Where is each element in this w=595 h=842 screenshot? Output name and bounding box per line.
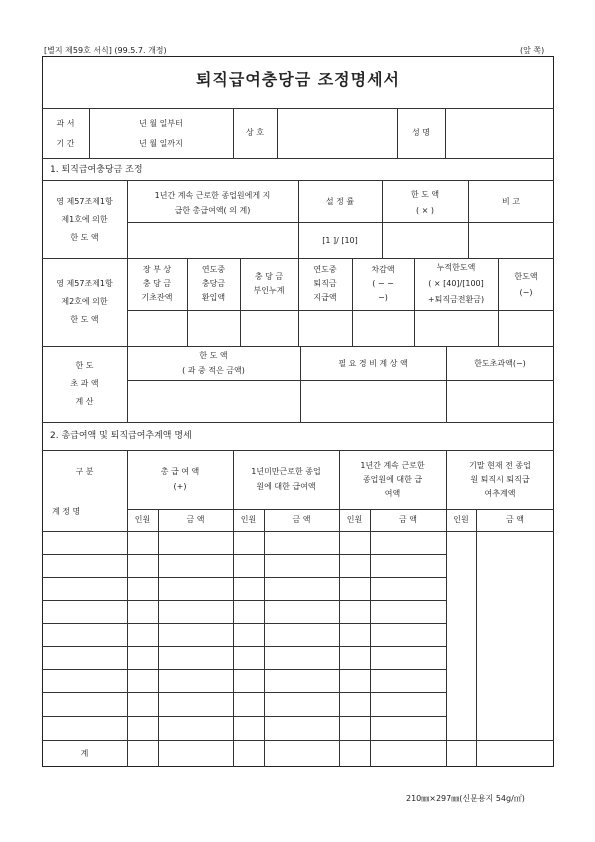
r2-c3-2: 부인누계 [253,286,285,295]
form-number: [별지 제59호 서식] (99.5.7. 개정) [44,46,167,55]
s2-g3-1: 1년간 계속 근로한 [360,461,425,470]
r1-label-3: 한 도 액 [70,233,99,242]
r2-c3-1: 충 당 금 [254,272,284,281]
r3-label-3: 계 산 [75,397,94,406]
r3-c3: 한도초과액(−) [474,359,526,368]
period-from: 년 월 일부터 [139,119,183,128]
section2-title: 2. 총급여액 및 퇴직급여추계액 명세 [50,431,192,441]
s2-g1-2: (+) [173,482,187,491]
s2-persons-1: 인원 [134,515,151,524]
r1-col-a-2: 급한 총급여액( 의 계) [174,206,251,215]
paper-spec: 210㎜×297㎜(신문용지 54g/㎡) [406,794,525,803]
r1-col-c-2: ( × ) [415,206,435,215]
name-label: 성 명 [412,128,430,137]
s2-persons-2: 인원 [240,515,257,524]
s2-g3-2: 종업원에 대한 급 [362,475,423,484]
s2-persons-3: 인원 [346,515,363,524]
r2-c5-1: 차감액 [371,265,395,274]
r3-c1-1: 한 도 액 [199,351,228,360]
company-label: 상 호 [246,128,264,137]
r2-c6-2: ( × [40]/[100] [428,279,484,288]
r3-c2: 필 요 경 비 계 상 액 [338,359,408,368]
s2-amount-1: 금 액 [186,515,205,524]
s2-g4-3: 여추계액 [484,489,516,498]
page-side: (앞 쪽) [520,46,545,55]
r2-c4-3: 지급액 [313,293,337,302]
r1-col-a-1: 1년간 계속 근로한 종업원에게 지 [154,191,271,200]
s2-gubun: 구 분 [75,467,94,476]
r2-c2-1: 연도중 [201,265,226,274]
period-label-2: 기 간 [56,139,75,148]
r3-c1-2: ( 과 중 적은 금액) [182,366,245,375]
s2-amount-3: 금 액 [399,515,417,524]
r2-c1-3: 기초잔액 [141,293,173,302]
form-frame [42,56,554,767]
period-label-1: 과 서 [56,119,75,128]
s2-g2-2: 원에 대한 급여액 [256,482,316,491]
s2-g2-1: 1년미만근로한 종업 [251,467,321,476]
s2-persons-4: 인원 [453,515,469,524]
r2-label-3: 한 도 액 [70,315,99,324]
r3-label-2: 초 과 액 [70,379,99,388]
r3-label-1: 한 도 [75,361,94,370]
r2-c5-3: −) [378,293,388,302]
r2-c1-2: 충 당 금 [142,279,172,288]
r1-col-b: 설 정 률 [325,197,355,206]
r2-c7-1: 한도액 [514,272,538,281]
r1-col-d: 비 고 [502,197,520,206]
r2-c6-3: +퇴직금전환금) [427,295,485,304]
r2-label-1: 영 제57조제1항 [56,279,113,288]
r2-c1-1: 장 부 상 [142,265,172,274]
r1-label-2: 제1호에 의한 [61,215,108,224]
section1-title: 1. 퇴직급여충당금 조정 [50,165,143,175]
r2-c6-1: 누적한도액 [436,263,476,272]
page-title: 퇴직급여충당금 조정명세서 [195,70,401,89]
total-label: 계 [80,749,89,758]
r1-label-1: 영 제57조제1항 [56,197,113,206]
s2-amount-2: 금 액 [292,515,311,524]
s2-g1-1: 총 급 여 액 [160,467,200,476]
s2-g4-1: 기말 현재 전 종업 [469,461,531,470]
r2-label-2: 제2호에 의한 [61,297,108,306]
r1-col-c-1: 한 도 액 [410,190,440,199]
r2-c5-2: ( − − [372,279,394,288]
r2-c4-2: 퇴직금 [313,279,337,288]
s2-g3-3: 여액 [384,489,401,498]
r2-c7-2: (−) [519,288,533,297]
r2-c2-2: 충당금 [201,279,226,288]
r1-rate-value: [1 ]/ [10] [322,236,358,245]
s2-amount-4: 금 액 [506,515,524,524]
s2-account: 계 정 명 [52,507,81,516]
r2-c4-1: 연도중 [313,265,337,274]
r2-c2-3: 환입액 [201,293,226,302]
period-to: 년 월 일까지 [139,139,183,148]
s2-g4-2: 원 퇴직시 퇴직급 [470,475,530,484]
